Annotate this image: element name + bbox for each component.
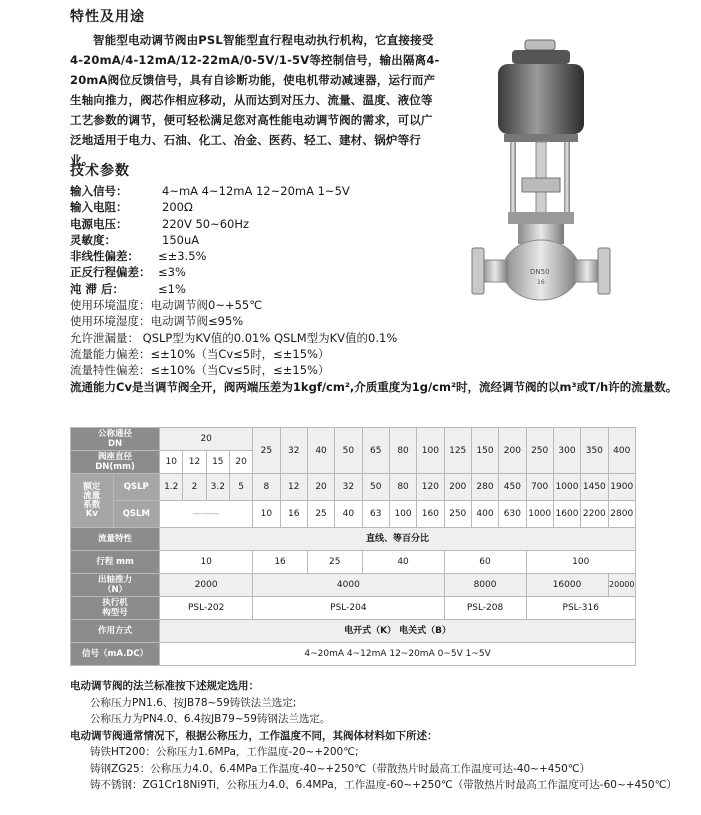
cell-qslm: 63 — [362, 501, 389, 528]
note-line: 铸不锈钢：ZG1Cr18Ni9Ti，公称压力4.0、6.4MPa，工作温度-60~+250℃（带散热片时最高工作温度可达-60~+450℃） — [90, 779, 677, 791]
cell-signal: 4~20mA 4~12mA 12~20mA 0~5V 1~5V — [160, 643, 636, 666]
valve-label: DN50 — [530, 268, 550, 276]
cell-qslm: 16 — [280, 501, 307, 528]
cell-dn: 150 — [471, 428, 498, 474]
param-value: ≤±3.5% — [158, 249, 207, 264]
param-value: 150uA — [162, 232, 200, 247]
label-stroke: 行程 mm — [71, 551, 160, 574]
param-key: 沌 滞 后： — [70, 281, 125, 296]
cell-qslp: 280 — [471, 474, 498, 501]
label-qslp: QSLP — [113, 474, 160, 501]
cell-stroke: 16 — [253, 551, 308, 574]
cell-thrust: 16000 — [526, 574, 608, 597]
param-line: 使用环境湿度：电动调节阀≤95% — [70, 314, 244, 329]
label-actuator: 执行机 构型号 — [71, 597, 160, 620]
cell-qslm: 10 — [253, 501, 280, 528]
cell-qslm: 2200 — [581, 501, 608, 528]
cell-qslp: 32 — [335, 474, 362, 501]
cell-thrust: 4000 — [253, 574, 444, 597]
cell-dn: 400 — [608, 428, 636, 474]
spec-table — [70, 427, 636, 666]
cell-thrust: 2000 — [160, 574, 253, 597]
cell-qslm: 40 — [335, 501, 362, 528]
cell-dn: 100 — [417, 428, 444, 474]
cell-actuator: PSL-204 — [253, 597, 444, 620]
cell-qslp: 450 — [499, 474, 526, 501]
cell-qslp: 80 — [389, 474, 416, 501]
cell-qslm: 400 — [471, 501, 498, 528]
cell-action: 电开式（K） 电关式（B） — [160, 620, 636, 643]
cv-footnote: 流通能力Cv是当调节阀全开，阀两端压差为1kgf/cm²,介质重度为1g/cm²时，流经调节阀的以m³或T/h许的流量数。 — [70, 379, 678, 394]
param-key: 灵敏度： — [70, 232, 116, 247]
label-kv: 额定 流量 系数 Kv — [71, 474, 114, 528]
cell-qslp: 1.2 — [160, 474, 183, 501]
cell-stroke: 25 — [307, 551, 362, 574]
label-action: 作用方式 — [71, 620, 160, 643]
note-line: 电动调节阀的法兰标准按下述规定选用： — [70, 680, 259, 692]
label-thrust: 出轴推力 （N） — [71, 574, 160, 597]
cell-qslm: 1600 — [553, 501, 580, 528]
notes — [70, 678, 690, 794]
cell-qslm: 630 — [499, 501, 526, 528]
cell-characteristic: 直线、等百分比 — [160, 528, 636, 551]
cell-dn: 80 — [389, 428, 416, 474]
param-line: 使用环境温度：电动调节阀0~+55℃ — [70, 298, 263, 313]
label-seat: 阀座直径 DN(mm) — [71, 451, 160, 474]
param-value: 4~mA 4~12mA 12~20mA 1~5V — [162, 184, 350, 198]
label-qslm: QSLM — [113, 501, 160, 528]
cell-qslp: 700 — [526, 474, 553, 501]
cell-dn: 125 — [444, 428, 471, 474]
cell-qslm: 160 — [417, 501, 444, 528]
cell-dn: 250 — [526, 428, 553, 474]
features-heading: 特性及用途 — [70, 9, 145, 25]
cell-qslp: 12 — [280, 474, 307, 501]
param-key: 电源电压： — [70, 216, 128, 231]
tech-params — [70, 183, 680, 395]
param-key: 非线性偏差： — [70, 249, 139, 264]
cell-thrust: 20000 — [608, 574, 636, 597]
cell-qslp: 1000 — [553, 474, 580, 501]
cell-actuator: PSL-316 — [526, 597, 635, 620]
cell-qslm: 100 — [389, 501, 416, 528]
cell-dn: 40 — [307, 428, 334, 474]
cell-stroke: 40 — [362, 551, 444, 574]
param-value: 200Ω — [162, 200, 193, 215]
cell-qslp: 20 — [307, 474, 334, 501]
label-dn: 公称通径 DN — [71, 428, 160, 451]
cell-seat: 15 — [206, 451, 229, 474]
cell-dn: 50 — [335, 428, 362, 474]
param-value: 220V 50~60Hz — [162, 216, 250, 231]
valve-label-pn: 16 — [537, 279, 545, 286]
param-line: 流量特性偏差：≤±10%（当Cv≤5时，≤±15%） — [70, 363, 330, 378]
cell-stroke: 100 — [526, 551, 635, 574]
cell-qslp: 200 — [444, 474, 471, 501]
cell-actuator: PSL-208 — [444, 597, 526, 620]
param-key: 输入信号： — [70, 184, 128, 198]
param-key: 正反行程偏差： — [70, 265, 151, 280]
cell-seat: 12 — [183, 451, 206, 474]
cell-dn: 350 — [581, 428, 608, 474]
label-characteristic: 流量特性 — [71, 528, 160, 551]
cell-qslm: 2800 — [608, 501, 636, 528]
param-value: ≤3% — [158, 265, 186, 280]
cell-dn: 200 — [499, 428, 526, 474]
features-text: 智能型电动调节阀由PSL智能型直行程电动执行机构，它直接接受4-20mA/4-12mA/12-22mA/0-5V/1-5V等控制信号，输出隔离4-20mA阀位反馈信号，具有自诊断功能，使电机带动减速器，运行而产生轴向推力，阀芯作相应移动，从而达到对压力、流量、温度、液位等工艺参数的调节，便可轻松满足您对高性能电动调节阀的需求，可以广泛地适用于电力、石油、化工、冶金、医药、轻工、建材、锅炉等行业。 — [70, 33, 440, 167]
cell-actuator: PSL-202 — [160, 597, 253, 620]
note-line: 铸铁HT200：公称压力1.6MPa，工作温度-20~+200℃; — [90, 746, 359, 758]
cell-qslp: 5 — [229, 474, 252, 501]
cell-seat: 10 — [160, 451, 183, 474]
label-signal: 信号（mA.DC） — [71, 643, 160, 666]
param-line: 允许泄漏量： QSLP型为KV值的0.01% QSLM型为KV值的0.1% — [70, 330, 398, 345]
note-line: 公称压力为PN4.0、6.4按JB79~59铸钢法兰选定。 — [90, 713, 331, 725]
tech-heading: 技术参数 — [70, 163, 130, 179]
cell-qslp: 1450 — [581, 474, 608, 501]
cell-dn: 32 — [280, 428, 307, 474]
cell-seat: 20 — [229, 451, 252, 474]
cell-dn20: 20 — [160, 428, 253, 451]
cell-qslp: 1900 — [608, 474, 636, 501]
cell-dn: 25 — [253, 428, 280, 474]
cell-qslm: 25 — [307, 501, 334, 528]
cell-stroke: 60 — [444, 551, 526, 574]
cell-stroke: 10 — [160, 551, 253, 574]
param-key: 输入电阻： — [70, 200, 128, 215]
cell-qslp: 8 — [253, 474, 280, 501]
param-line: 流量能力偏差：≤±10%（当Cv≤5时，≤±15%） — [70, 346, 330, 361]
cell-qslp: 2 — [183, 474, 206, 501]
cell-qslp: 120 — [417, 474, 444, 501]
cell-thrust: 8000 — [444, 574, 526, 597]
cell-qslp: 3.2 — [206, 474, 229, 501]
cell-qslm-empty: ——— — [160, 501, 253, 528]
cell-qslp: 50 — [362, 474, 389, 501]
param-value: ≤1% — [158, 281, 186, 296]
cell-qslm: 250 — [444, 501, 471, 528]
note-line: 铸钢ZG25：公称压力4.0、6.4MPa工作温度-40~+250℃（带散热片时最高工作温度可达-40~+450℃） — [90, 762, 591, 775]
cell-dn: 65 — [362, 428, 389, 474]
note-line: 公称压力PN1.6、按JB78~59铸铁法兰选定; — [90, 696, 297, 709]
cell-qslm: 1000 — [526, 501, 553, 528]
cell-dn: 300 — [553, 428, 580, 474]
note-line: 电动调节阀通常情况下，根据公称压力，工作温度不同，其阀体材料如下所述： — [70, 729, 438, 742]
